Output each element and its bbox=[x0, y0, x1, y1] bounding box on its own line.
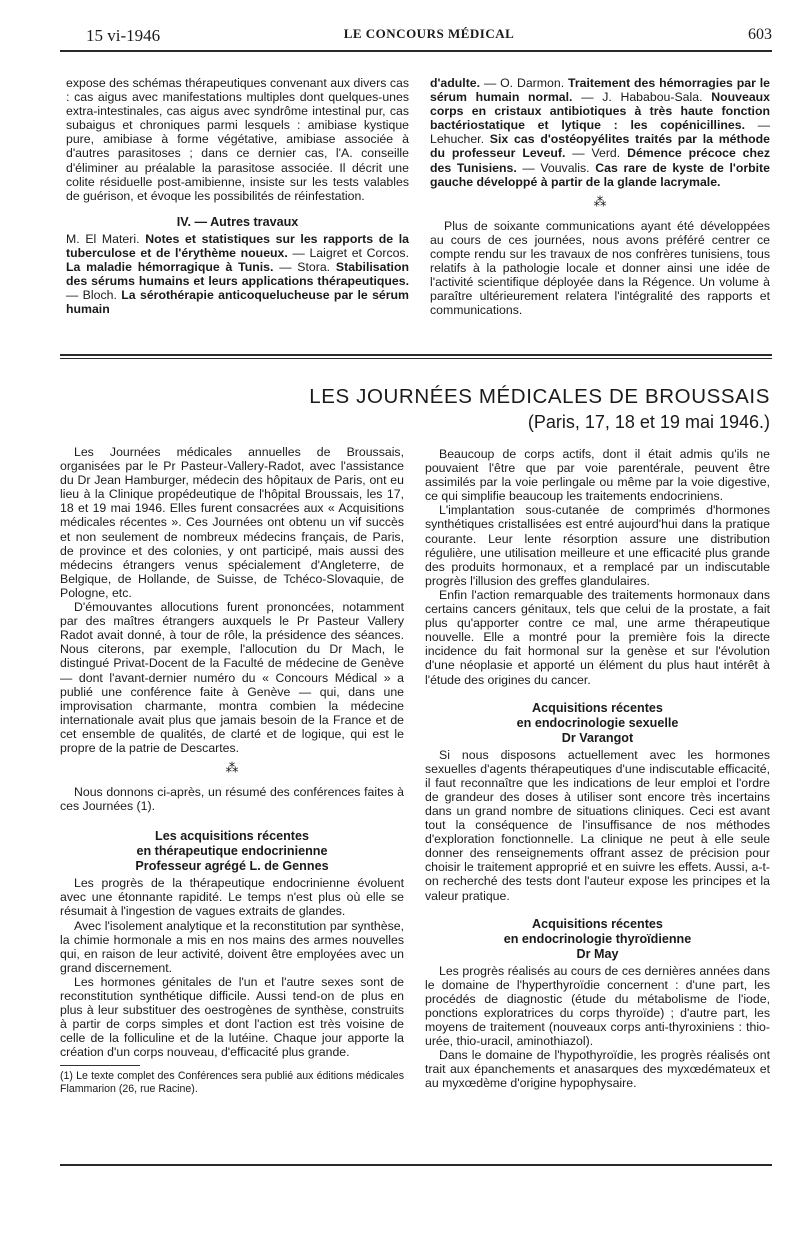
works-list bbox=[66, 232, 409, 317]
article-title: LES JOURNÉES MÉDICALES DE BROUSSAIS bbox=[309, 385, 770, 408]
paragraph: Beaucoup de corps actifs, dont il était admis qu'ils ne pouvaient l'être que par voie parentérale, peuvent être assimilés par la voie perlingale ou même par la voie digestive, ce qui simplifie beaucoup les traitements endocriniens. bbox=[425, 447, 770, 504]
article-subtitle: (Paris, 17, 18 et 19 mai 1946.) bbox=[527, 412, 770, 432]
work-title: Cas rare de kyste de l'orbite gauche développé à partir de la glande lacrymale. bbox=[430, 160, 770, 189]
paragraph: L'implantation sous-cutanée de comprimés d'hormones synthétiques cristallisées est entré aujourd'hui dans la pratique courante. Leur lente résorption assure une distribution régulière, une utilisation meilleure et une efficacité plus grande des produits hormonaux, et a remplacé par un indiscutable progrès l'illusion des greffes glandulaires. bbox=[425, 503, 770, 588]
issue-date: 15 vi-1946 bbox=[86, 26, 161, 45]
section-title: en endocrinologie thyroïdienne bbox=[503, 931, 692, 946]
footnote-rule bbox=[60, 1065, 140, 1066]
asterism: ⁂ bbox=[593, 193, 607, 209]
paragraph: Dans le domaine de l'hypothyroïdie, les progrès réalisés ont trait aux épanchements et anasarques des myxœdémateux et au myxœdème d'origine hypophysaire. bbox=[425, 1048, 770, 1091]
page-number: 603 bbox=[748, 26, 772, 43]
paragraph: Les Journées médicales annuelles de Broussais, organisées par le Pr Pasteur-Vallery-Radot, avec l'assistance du Dr Jean Hamburger, médecin des hôpitaux de Paris, ont eu lieu à la Clinique propédeutique de l'hôpital Broussais, les 17, 18 et 19 mai 1946. Elles furent consacrées aux « Acquisitions médicales récentes ». Ces Journées ont obtenu un vif succès et non seulement de nombreux médecins français, de Paris, de province et des colonies, y ont participé, mais aussi des médecins étrangers venus spécialement d'Angleterre, de Belgique, de Hollande, de Suisse, de Tchéco-Slovaquie, de Pologne, etc. bbox=[60, 445, 404, 600]
section-title: Les acquisitions récentes bbox=[155, 829, 309, 844]
section-author: Dr Varangot bbox=[561, 730, 634, 745]
paragraph: D'émouvantes allocutions furent prononcées, notamment par des maîtres étrangers auxquels le Pr Pasteur Vallery Radot avait donné, à tour de rôle, la présidence des séances. Nous citerons, par exemple, l'allocution du Dr Mach, le distingué Privat-Docent de la Faculté de médecine de Genève — dont l'avant-dernier numéro du « Concours Médical » a publié une conférence faite à Genève — qui, dans une improvisation charmante, montra combien la médecine internationale avait plus que jamais besoin de la France et de cet ensemble de qualités, de clarté et de logique, qui est le propre de la patrie de Descartes. bbox=[60, 600, 404, 755]
works-list bbox=[430, 76, 770, 189]
work-title: Stabilisation des sérums humains et leurs applications thérapeutiques. bbox=[66, 260, 409, 289]
paragraph: Les progrès réalisés au cours de ces dernières années dans le domaine de l'hyperthyroïdie concernent : d'une part, les procédés de diagnostic (étude du métabolisme de l'iode, ponctions exploratrices du corps thyroïde) ; d'autre part, les moyens de traitement (nouveaux corps anti-thyroxiniens : thio-urée, thio-uracil, aminothiazol). bbox=[425, 963, 770, 1049]
work-title: Traitement des hémorragies par le sérum humain normal. bbox=[430, 76, 771, 105]
article-left-column bbox=[60, 445, 404, 1095]
paragraph: expose des schémas thérapeutiques convenant aux divers cas : cas aigus avec manifestations multiples dont quelques-unes extra-intestinales, cas aigus avec syndrôme intestinal pur, cas subaigus et chroniques parmi lesquels : amibiase kystique pure, amibiase à forme végétative, amibiase associée à d'autres parasitoses ; dans ce dernier cas, l'A. conseille d'éliminer au préalable la parasitose associée. Il décrit une colite résiduelle post-amibienne, insiste sur les tests valables de guérison, et évoque les possibilités de réinfestation. bbox=[66, 76, 409, 203]
work-title: La sérothérapie anticoquelucheuse par le sérum humain bbox=[66, 288, 409, 317]
work-title: Démence précoce chez des Tunisiens. bbox=[430, 146, 770, 175]
work-author: — Lehucher. bbox=[430, 118, 770, 147]
section-title: en thérapeutique endocrinienne bbox=[136, 844, 328, 859]
bottom-rule bbox=[60, 1164, 772, 1166]
paragraph: Nous donnons ci-après, un résumé des conférences faites à ces Journées (1). bbox=[60, 785, 404, 814]
work-author: — O. Darmon. bbox=[483, 76, 565, 90]
work-title: d'adulte. bbox=[430, 76, 481, 90]
footnote: (1) Le texte complet des Conférences sera publié aux éditions médicales Flammarion (26, rue Racine). bbox=[60, 1070, 404, 1095]
work-title: Six cas d'ostéopyélites traités par la méthode du professeur Leveuf. bbox=[430, 132, 770, 161]
paragraph: Plus de soixante communications ayant été développées au cours de ces journées, nous avons préféré centrer ce compte rendu sur les travaux de nos confrères tunisiens, tous relatifs à la pathologie locale et donner ainsi une idée de l'activité scientifique déployée dans la Régence. Un volume à paraître ultérieurement relatera l'intégralité des rapports et communications. bbox=[430, 218, 770, 318]
running-header bbox=[86, 26, 772, 46]
section-heading: IV. — Autres travaux bbox=[176, 214, 299, 229]
article-right-column bbox=[425, 447, 770, 1090]
paragraph: Les progrès de la thérapeutique endocrinienne évoluent avec une étonnante rapidité. Le temps n'est plus où elle se résumait à l'ingestion de vagues extraits de glandes. bbox=[60, 876, 404, 919]
work-author: — Laigret et Corcos. bbox=[292, 245, 409, 260]
paragraph: Les hormones génitales de l'un et l'autre sexes sont de reconstitution synthétique difficile. Aussi tend-on de plus en plus à leur substituer des oestrogènes de synthèse, construits à partir de corps simples et dont l'action est très voisine de celle de la folliculine et de la lutéine. Chaque jour apporte la création d'un corps nouveau, d'efficacité plus grande. bbox=[60, 974, 404, 1060]
work-author: — Vouvalis. bbox=[522, 160, 590, 175]
work-title: Nouveaux corps en cristaux antibiotiques à très haute fonction bactériostatique et lytique : les copénicillines. bbox=[430, 90, 771, 133]
work-author: — Stora. bbox=[279, 260, 331, 275]
section-rule-thin bbox=[60, 358, 772, 359]
section-author: Professeur agrégé L. de Gennes bbox=[135, 859, 329, 874]
section-title: en endocrinologie sexuelle bbox=[516, 715, 679, 730]
article-title-block bbox=[309, 385, 770, 433]
top-left-column bbox=[66, 76, 409, 316]
section-rule bbox=[60, 354, 772, 356]
work-title: Notes et statistiques sur les rapports de la tuberculose et de l'érythème noueux. bbox=[66, 231, 409, 260]
section-title: Acquisitions récentes bbox=[532, 700, 663, 715]
work-title: La maladie hémorragique à Tunis. bbox=[66, 260, 274, 275]
work-author: M. El Materi. bbox=[66, 231, 140, 246]
top-right-column bbox=[430, 76, 770, 317]
journal-title: LE CONCOURS MÉDICAL bbox=[343, 26, 515, 41]
section-title: Acquisitions récentes bbox=[532, 916, 663, 931]
paragraph: Enfin l'action remarquable des traitements hormonaux dans certains cancers génitaux, tels que celui de la prostate, a fait plus qu'apporter contre ce mal, une arme thérapeutique nouvelle. Elle a montré pour la première fois la directe incidence du fait hormonal sur la genèse et sur l'évolution d'une néoplasie et apporté un élément du plus haut intérêt à l'étude des origines du cancer. bbox=[425, 587, 770, 687]
paragraph: Si nous disposons actuellement avec les hormones sexuelles d'agents thérapeutiques d'une indiscutable efficacité, il faut reconnaître que les indications de leur emploi et l'ordre de grandeur des doses à utiliser sont encore très incertains dans un grand nombre de situations cliniques. Ceci est avant tout la conséquence de l'insuffisance de nos méthodes d'exploration fonctionnelle. La clinique ne peut à elle seule donner des renseignements offrant assez de précision pour choisir le traitement approprié et en suivre les effets. Aussi, a-t-on recherché des tests dont l'auteur expose les principes et la valeur pratique. bbox=[425, 747, 770, 903]
asterism: ⁂ bbox=[225, 760, 239, 776]
work-author: — Bloch. bbox=[66, 288, 117, 303]
header-rule bbox=[60, 50, 772, 52]
paragraph: Avec l'isolement analytique et la reconstitution par synthèse, la chimie hormonale a mis en nos mains des armes nouvelles qui, en raison de leur activité, doivent être employées avec un grand discernement. bbox=[60, 918, 404, 975]
section-author: Dr May bbox=[576, 946, 619, 961]
work-author: — Verd. bbox=[572, 146, 621, 161]
work-author: — J. Hababou-Sala. bbox=[581, 90, 703, 105]
